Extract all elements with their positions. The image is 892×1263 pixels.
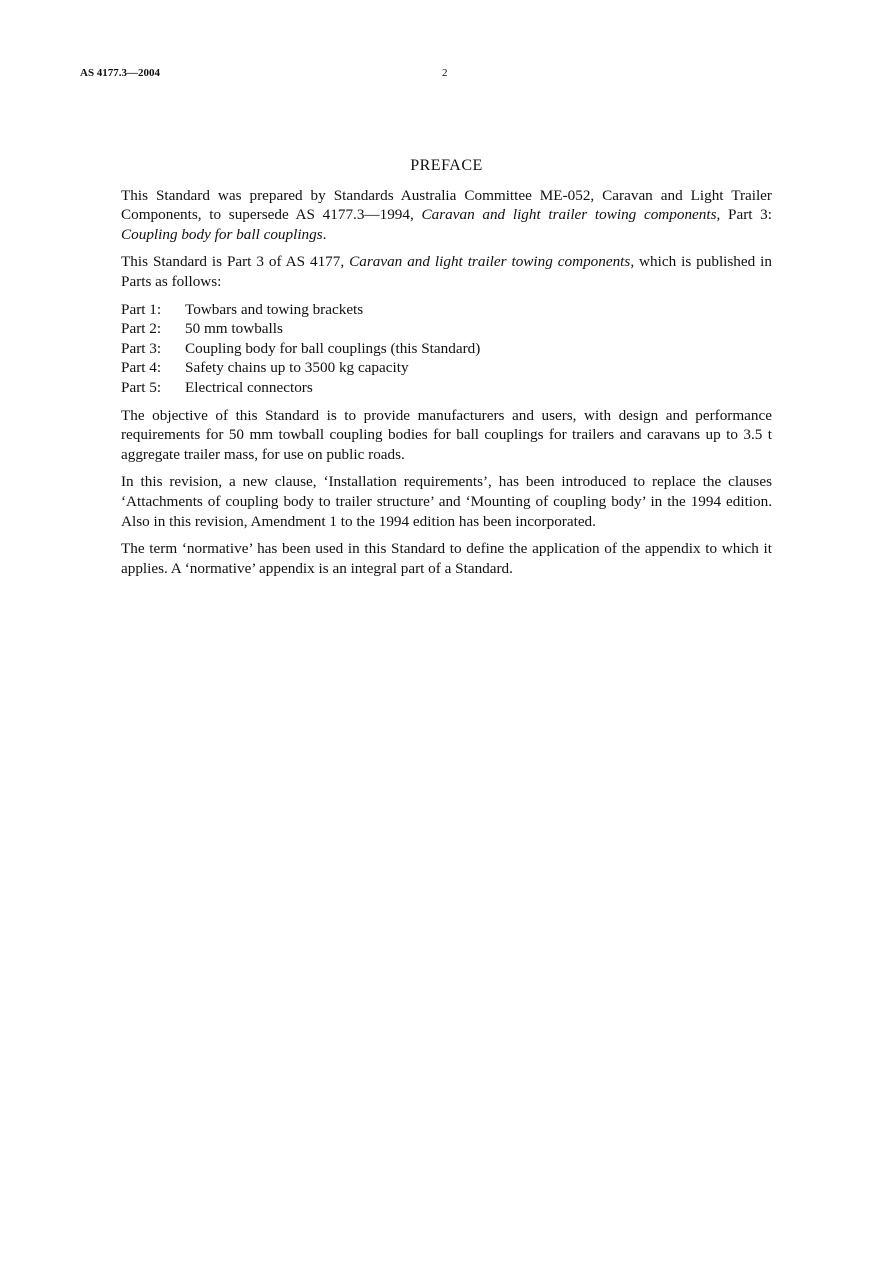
preface-paragraph-5: The term ‘normative’ has been used in this Standard to define the application of the appendix to which it applies. A ‘normative’ appendix is an integral part of a Standard.: [121, 540, 772, 577]
para1-part-title: Coupling body for ball couplings: [121, 225, 323, 243]
part-label: Part 5:: [121, 378, 162, 396]
list-item: [121, 358, 772, 378]
part-label: Part 3:: [121, 339, 162, 357]
part-label: Part 4:: [121, 359, 162, 377]
preface-paragraph-4: In this revision, a new clause, ‘Installation requirements’, has been introduced to replace the clauses ‘Attachments of coupling body to trailer structure’ and ‘Mounting of coupling body’ in the 1994 edition. Also in this revision, Amendment 1 to the 1994 edition has been incorporated.: [121, 473, 772, 530]
preface-title: PREFACE: [410, 157, 483, 174]
part-title: Coupling body for ball couplings (this Standard): [185, 339, 481, 357]
preface-paragraph-1: [121, 186, 772, 245]
para2-series-title: Caravan and light trailer towing components: [349, 253, 631, 271]
part-title: 50 mm towballs: [185, 320, 283, 338]
page-number: 2: [442, 67, 448, 79]
para1-text-c: , Part 3:: [716, 206, 772, 224]
preface-paragraph-2: [121, 252, 772, 291]
list-item: [121, 300, 772, 320]
list-item: [121, 378, 772, 398]
list-item: [121, 339, 772, 359]
part-title: Safety chains up to 3500 kg capacity: [185, 359, 409, 377]
list-item: [121, 319, 772, 339]
para1-series-title: Caravan and light trailer towing components: [421, 206, 717, 224]
para2-text-a: This Standard is Part 3 of AS 4177,: [121, 253, 350, 271]
part-title: Towbars and towing brackets: [185, 300, 364, 318]
part-label: Part 1:: [121, 300, 162, 318]
para1-text-e: .: [322, 225, 327, 243]
para1-text-a: This Standard was prepared by Standards Australia Committee ME-052, Caravan and Light Trailer Components, to supersede AS 4177.3—1994,: [121, 186, 772, 224]
page-header: [80, 67, 460, 83]
preface-paragraph-3: The objective of this Standard is to provide manufacturers and users, with design and performance requirements for 50 mm towball coupling bodies for ball couplings for trailers and caravans up to 3.5 t aggregate trailer mass, for use on public roads.: [121, 406, 772, 463]
parts-list: [121, 300, 772, 398]
para2-text-c: , which is published in Parts as follows:: [121, 253, 772, 290]
part-title: Electrical connectors: [185, 378, 313, 396]
preface-section: [121, 156, 772, 586]
document-id: AS 4177.3—2004: [80, 67, 161, 79]
part-label: Part 2:: [121, 320, 162, 338]
